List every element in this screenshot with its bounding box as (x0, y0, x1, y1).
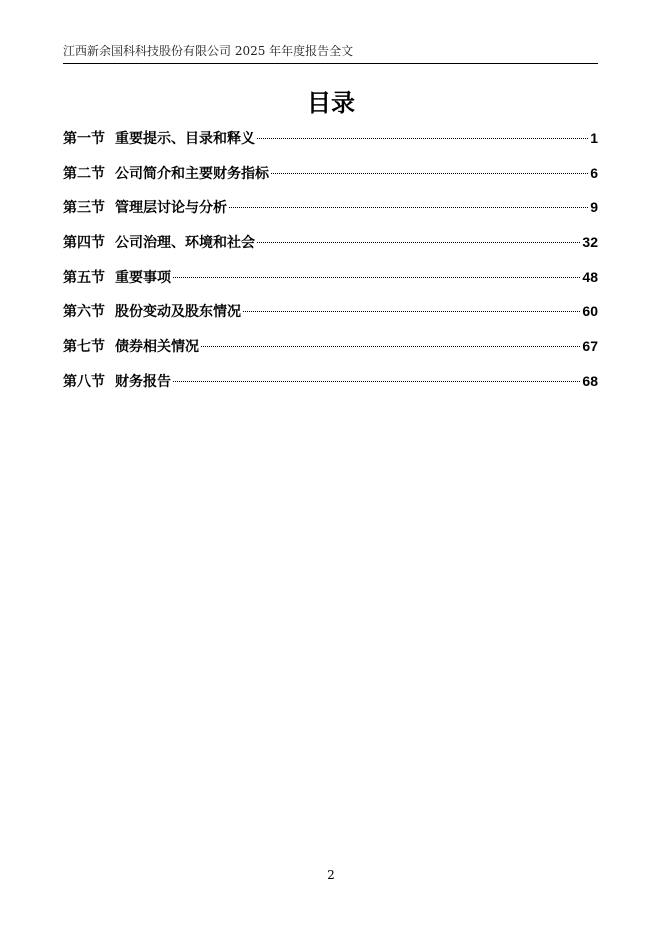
toc-title: 目录 (307, 89, 355, 117)
toc-entry-section-3[interactable] (63, 197, 598, 232)
toc-page-number: 9 (590, 199, 598, 216)
toc-entry-section-2[interactable] (63, 163, 598, 198)
toc-section-title: 财务报告 (115, 373, 171, 390)
toc-leader-dots (257, 242, 580, 243)
toc-section-label: 第三节 (63, 200, 105, 217)
toc-page-number: 48 (582, 268, 598, 285)
toc-entry-section-4[interactable] (63, 232, 598, 267)
toc-section-label: 第二节 (63, 165, 105, 182)
toc-section-label: 第五节 (63, 269, 105, 286)
toc-entry-section-7[interactable] (63, 336, 598, 371)
toc-section-title: 债券相关情况 (115, 339, 199, 356)
toc-leader-dots (271, 173, 588, 174)
running-header: 江西新余国科科技股份有限公司 2025 年年度报告全文 (63, 44, 598, 64)
toc-page-number: 1 (590, 130, 598, 146)
toc-entry-section-8[interactable] (63, 371, 598, 406)
toc-entry-section-5[interactable] (63, 267, 598, 302)
toc-section-label: 第四节 (63, 235, 105, 252)
toc-section-label: 第六节 (63, 304, 105, 321)
page-number: 2 (327, 868, 335, 882)
toc-leader-dots (257, 138, 588, 139)
toc-leader-dots (229, 207, 588, 208)
toc-leader-dots (243, 311, 580, 312)
toc-page-number: 6 (590, 164, 598, 181)
toc-page-number: 68 (582, 372, 598, 389)
table-of-contents (63, 128, 598, 406)
toc-leader-dots (173, 381, 580, 382)
toc-section-title: 公司治理、环境和社会 (115, 235, 255, 252)
toc-page-number: 67 (582, 338, 598, 355)
toc-section-title: 股份变动及股东情况 (115, 304, 241, 321)
toc-section-title: 重要事项 (115, 269, 171, 286)
toc-entry-section-1[interactable] (63, 128, 598, 163)
toc-section-label: 第八节 (63, 373, 105, 390)
toc-page-number: 32 (582, 234, 598, 251)
toc-section-label: 第七节 (63, 339, 105, 356)
toc-page-number: 60 (582, 303, 598, 320)
toc-leader-dots (201, 346, 580, 347)
toc-section-title: 公司简介和主要财务指标 (115, 165, 269, 182)
toc-section-title: 管理层讨论与分析 (115, 200, 227, 217)
toc-section-label: 第一节 (63, 131, 105, 147)
toc-section-title: 重要提示、目录和释义 (115, 131, 255, 147)
toc-entry-section-6[interactable] (63, 301, 598, 336)
toc-leader-dots (173, 277, 580, 278)
